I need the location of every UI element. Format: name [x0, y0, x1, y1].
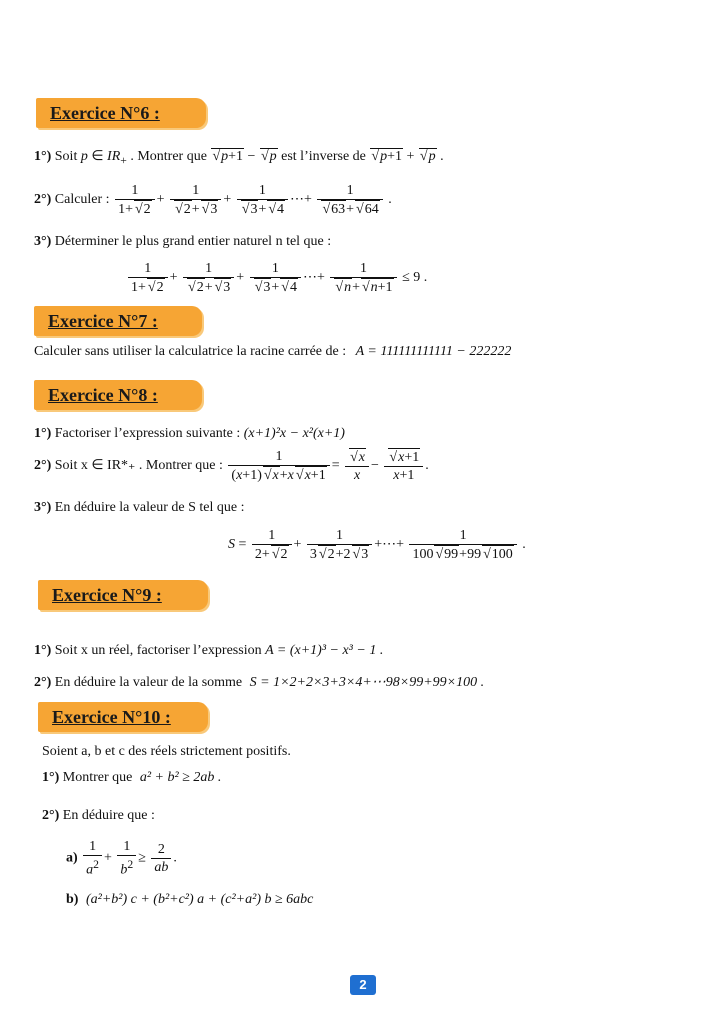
ex10-q1-label: 1°) — [42, 770, 60, 785]
fraction: 1 √ 63+√ 64 — [317, 182, 382, 218]
ex10-intro: Soient a, b et c des réels strictement positifs. — [42, 744, 291, 759]
ex6-q2: 2°) Calculer : $\frac{1}{1+√ 2}$ + 1 √ 2+√ 3 + 1 √ 3+√ 4 ⋯+ 1 √ 63+√ 64 . — [34, 182, 392, 218]
fraction: $\frac{1}{100√ 99+99√ 100}$ — [409, 527, 516, 563]
fraction: 1 √ 2+√ 3 — [170, 182, 221, 218]
ex8-q2: 2°) Soit x ∈ IR*₊ . Montrer que : $\frac{1}{(x+1)√ x+x√ x+1}$ = √ $\frac{x}{x}$ − √ $\frac{x+1}{x+1}$ . — [34, 448, 429, 484]
fraction: √ $\frac{x+1}{x+1}$ — [384, 448, 423, 484]
ex9-q2 — [34, 674, 484, 691]
ex6-q2-text: Calculer : — [54, 192, 110, 208]
exercise-7-banner — [34, 306, 202, 336]
ex10-qa: a) $\frac{1}{a^2}$ + $\frac{1}{b^2}$ ≥ $\frac{2}{ab}$ . — [66, 839, 177, 878]
ex6-q1: 1°) Soit p ∈ $IR_+$ . Montrer que √ p+1 − √ p est l’inverse de √ p+1 + √ p . — [34, 148, 444, 167]
fraction: 1 √ 3+√ 4 — [237, 182, 288, 218]
fraction: $\frac{1}{2+√ 2}$ — [252, 527, 292, 563]
ex8-q1-expression: (x+1)²x − x²(x+1) — [243, 426, 345, 441]
ex10-qb — [66, 892, 313, 908]
ex9-q2-label: 2°) — [34, 675, 52, 690]
ex7-statement — [34, 344, 511, 360]
fraction: $\frac{2}{ab}$ — [151, 841, 171, 876]
ex10-q2-label: 2°) — [42, 808, 60, 823]
ex8-q3-text: En déduire la valeur de S tel que : — [54, 500, 245, 515]
fraction: √ $\frac{x}{x}$ — [345, 448, 369, 484]
ex6-q3-text: Déterminer le plus grand entier naturel n tel que : — [54, 234, 332, 249]
ex10-q2-text: En déduire que : — [62, 808, 155, 823]
ex9-q2-expression: S = 1×2+2×3+3×4+⋯98×99+99×100 . — [249, 675, 485, 690]
fraction: $\frac{1}{b^2}$ — [117, 838, 136, 879]
fraction: $\frac{1}{1+√ 2}$ — [128, 260, 168, 296]
ex6-q1-label: 1°) — [34, 149, 52, 164]
ex10-qb-expression: (a²+b²) c + (b²+c²) a + (c²+a²) b ≥ 6abc — [85, 892, 314, 907]
ex6-q3-rhs: ≤ 9 . — [402, 270, 428, 286]
fraction: $\frac{1}{a^2}$ — [83, 838, 102, 879]
ex10-q1-text: Montrer que — [62, 770, 133, 785]
ex6-q3-label: 3°) — [34, 234, 52, 249]
ex6-q3-inequality: $\frac{1}{1+√ 2}$ + 1 √ 2+√ 3 + 1 √ 3+√ 4 ⋯+ 1 √ n+√ n+1 ≤ 9 . — [126, 260, 427, 296]
fraction: 1 √ n+√ n+1 — [330, 260, 396, 296]
fraction: 1 √ 2+√ 3 — [183, 260, 234, 296]
ex8-q3-sum: S = $\frac{1}{2+√ 2}$ + $\frac{1}{3√ 2+2√ 3}$ +⋯+ $\frac{1}{100√ 99+99√ 100}$ . — [228, 527, 526, 563]
ex8-q3-label: 3°) — [34, 500, 52, 515]
ex7-text: Calculer sans utiliser la calculatrice la racine carrée de : — [34, 344, 347, 359]
ex9-q1-expression: A = (x+1)³ − x³ − 1 . — [265, 643, 384, 658]
exercise-6-title: Exercice N°6 : — [50, 103, 160, 123]
ex8-q2-text: Soit x ∈ IR*₊ . Montrer que : — [54, 458, 223, 474]
ex10-qb-label: b) — [66, 892, 79, 907]
ex10-q1 — [42, 770, 221, 786]
exercise-8-banner — [34, 380, 202, 410]
ex8-q3 — [34, 500, 244, 516]
page-number-badge: 2 — [350, 975, 376, 995]
fraction: $\frac{1}{3√ 2+2√ 3}$ — [307, 527, 372, 563]
exercise-10-banner — [38, 702, 208, 732]
ex9-q1 — [34, 643, 383, 659]
fraction: $\frac{1}{(x+1)√ x+x√ x+1}$ — [228, 448, 329, 484]
ex9-q1-text: Soit x un réel, factoriser l’expression — [54, 643, 262, 658]
ex6-q3 — [34, 234, 331, 250]
fraction: $\frac{1}{1+√ 2}$ — [115, 182, 155, 218]
ex10-qa-label: a) — [66, 850, 78, 866]
exercise-10-title: Exercice N°10 : — [52, 707, 171, 727]
ex6-q2-label: 2°) — [34, 192, 52, 208]
ex8-q1 — [34, 426, 345, 442]
ex8-q1-label: 1°) — [34, 426, 52, 441]
exercise-9-title: Exercice N°9 : — [52, 585, 162, 605]
fraction: 1 √ 3+√ 4 — [250, 260, 301, 296]
exercise-8-title: Exercice N°8 : — [48, 385, 158, 405]
ex8-q2-label: 2°) — [34, 458, 52, 474]
exercise-9-banner — [38, 580, 208, 610]
exercise-7-title: Exercice N°7 : — [48, 311, 158, 331]
exercise-6-banner — [36, 98, 206, 128]
ex9-q1-label: 1°) — [34, 643, 52, 658]
ex7-expression: A = 111111111111 − 222222 — [355, 344, 512, 359]
ex10-q2 — [42, 808, 155, 824]
ex9-q2-text: En déduire la valeur de la somme — [54, 675, 243, 690]
ex10-q1-expression: a² + b² ≥ 2ab . — [139, 770, 222, 785]
ex8-q1-text: Factoriser l’expression suivante : — [54, 426, 241, 441]
